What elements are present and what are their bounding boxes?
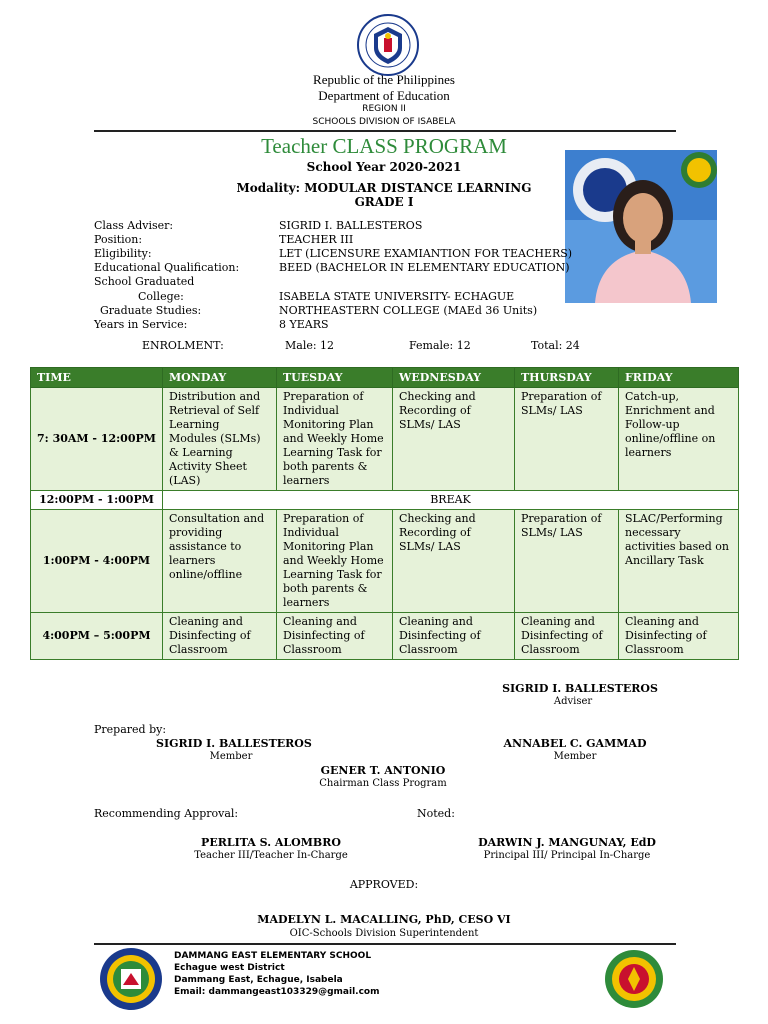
header-divider: [94, 130, 676, 132]
footer-address: Dammang East, Echague, Isabela: [174, 975, 343, 985]
region-line: REGION II: [362, 104, 406, 114]
recommending-label: Recommending Approval:: [94, 807, 239, 820]
info-value-graduate-studies: NORTHEASTERN COLLEGE (MAEd 36 Units): [279, 304, 538, 317]
member2-name: ANNABEL C. GAMMAD: [503, 737, 647, 750]
table-row: [31, 613, 739, 660]
footer-district: Echague west District: [174, 963, 285, 973]
schedule-cell: Catch-up, Enrichment and Follow-up online/offline on learners: [619, 388, 739, 491]
noted-label: Noted:: [417, 807, 455, 820]
schedule-table: [30, 367, 739, 660]
enrolment-total: Total: 24: [531, 339, 580, 352]
member1-name: SIGRID I. BALLESTEROS: [156, 737, 312, 750]
table-row: [31, 388, 739, 491]
schedule-cell: Preparation of Individual Monitoring Plan and Weekly Home Learning Task for both parents & learners: [277, 510, 393, 613]
time-cell: 12:00PM - 1:00PM: [31, 491, 163, 510]
schedule-cell: Cleaning and Disinfecting of Classroom: [163, 613, 277, 660]
school-seal-logo: [99, 947, 163, 1011]
enrolment-label: ENROLMENT:: [142, 339, 224, 352]
info-value-qualification: BEED (BACHELOR IN ELEMENTARY EDUCATION): [279, 261, 570, 274]
deped-seal-logo: [357, 14, 419, 76]
noted-name: DARWIN J. MANGUNAY, EdD: [478, 836, 656, 849]
grade: GRADE I: [354, 195, 414, 209]
member2-role: Member: [553, 751, 597, 762]
schedule-cell: Preparation of SLMs/ LAS: [515, 510, 619, 613]
footer-school-name: DAMMANG EAST ELEMENTARY SCHOOL: [174, 951, 372, 961]
modality: Modality: MODULAR DISTANCE LEARNING: [236, 181, 532, 195]
schedule-cell: SLAC/Performing necessary activities based on Ancillary Task: [619, 510, 739, 613]
schedule-cell: Consultation and providing assistance to learners online/offline: [163, 510, 277, 613]
approved-label: APPROVED:: [349, 878, 419, 891]
info-label-college: College:: [138, 290, 184, 303]
chairman-name: GENER T. ANTONIO: [320, 764, 446, 777]
chairman-role: Chairman Class Program: [319, 778, 447, 789]
info-value-years: 8 YEARS: [279, 318, 329, 331]
header-time: TIME: [31, 368, 163, 388]
time-cell: 4:00PM – 5:00PM: [31, 613, 163, 660]
adviser-name: SIGRID I. BALLESTEROS: [502, 682, 658, 695]
time-cell: 1:00PM - 4:00PM: [31, 510, 163, 613]
info-label-years: Years in Service:: [94, 318, 188, 331]
division-seal-logo: [604, 949, 664, 1009]
approver-name: MADELYN L. MACALLING, PhD, CESO VI: [257, 913, 511, 926]
header-friday: FRIDAY: [619, 368, 739, 388]
info-label-school-graduated: School Graduated: [94, 275, 195, 288]
teacher-photo: [565, 150, 717, 303]
schedule-cell: Cleaning and Disinfecting of Classroom: [393, 613, 515, 660]
schedule-cell: Cleaning and Disinfecting of Classroom: [515, 613, 619, 660]
info-label-position: Position:: [94, 233, 143, 246]
break-cell: BREAK: [163, 491, 739, 510]
schedule-cell: Cleaning and Disinfecting of Classroom: [277, 613, 393, 660]
schedule-cell: Preparation of SLMs/ LAS: [515, 388, 619, 491]
info-label-graduate-studies: Graduate Studies:: [100, 304, 202, 317]
schedule-cell: Distribution and Retrieval of Self Learning Modules (SLMs) & Learning Activity Sheet (LAS): [163, 388, 277, 491]
adviser-role: Adviser: [553, 696, 593, 707]
header-tuesday: TUESDAY: [277, 368, 393, 388]
republic-line: Republic of the Philippines: [313, 72, 455, 87]
info-label-adviser: Class Adviser:: [94, 219, 174, 232]
header-thursday: THURSDAY: [515, 368, 619, 388]
header-wednesday: WEDNESDAY: [393, 368, 515, 388]
recommender-name: PERLITA S. ALOMBRO: [201, 836, 341, 849]
info-value-position: TEACHER III: [279, 233, 354, 246]
department-line: Department of Education: [318, 88, 450, 103]
recommender-role: Teacher III/Teacher In-Charge: [194, 850, 348, 861]
prepared-by-label: Prepared by:: [94, 723, 167, 736]
footer-email: Email: dammangeast103329@gmail.com: [174, 987, 380, 997]
info-value-adviser: SIGRID I. BALLESTEROS: [279, 219, 423, 232]
table-row: [31, 491, 739, 510]
schedule-cell: Preparation of Individual Monitoring Plan and Weekly Home Learning Task for both parents & learners: [277, 388, 393, 491]
info-value-college: ISABELA STATE UNIVERSITY- ECHAGUE: [279, 290, 515, 303]
info-label-qualification: Educational Qualification:: [94, 261, 240, 274]
schedule-cell: Cleaning and Disinfecting of Classroom: [619, 613, 739, 660]
enrolment-female: Female: 12: [409, 339, 471, 352]
member1-role: Member: [209, 751, 253, 762]
schedule-cell: Checking and Recording of SLMs/ LAS: [393, 510, 515, 613]
page-title: Teacher CLASS PROGRAM: [261, 134, 507, 158]
table-row: [31, 510, 739, 613]
footer-divider: [94, 943, 676, 945]
info-value-eligibility: LET (LICENSURE EXAMIANTION FOR TEACHERS): [279, 247, 573, 260]
schedule-cell: Checking and Recording of SLMs/ LAS: [393, 388, 515, 491]
schedule-header-row: [31, 368, 739, 388]
approver-role: OIC-Schools Division Superintendent: [289, 928, 479, 939]
noted-role: Principal III/ Principal In-Charge: [483, 850, 651, 861]
enrolment-male: Male: 12: [285, 339, 335, 352]
division-line: SCHOOLS DIVISION OF ISABELA: [312, 117, 456, 127]
header-monday: MONDAY: [163, 368, 277, 388]
school-year: School Year 2020-2021: [306, 160, 462, 174]
time-cell: 7: 30AM - 12:00PM: [31, 388, 163, 491]
info-label-eligibility: Eligibility:: [94, 247, 152, 260]
